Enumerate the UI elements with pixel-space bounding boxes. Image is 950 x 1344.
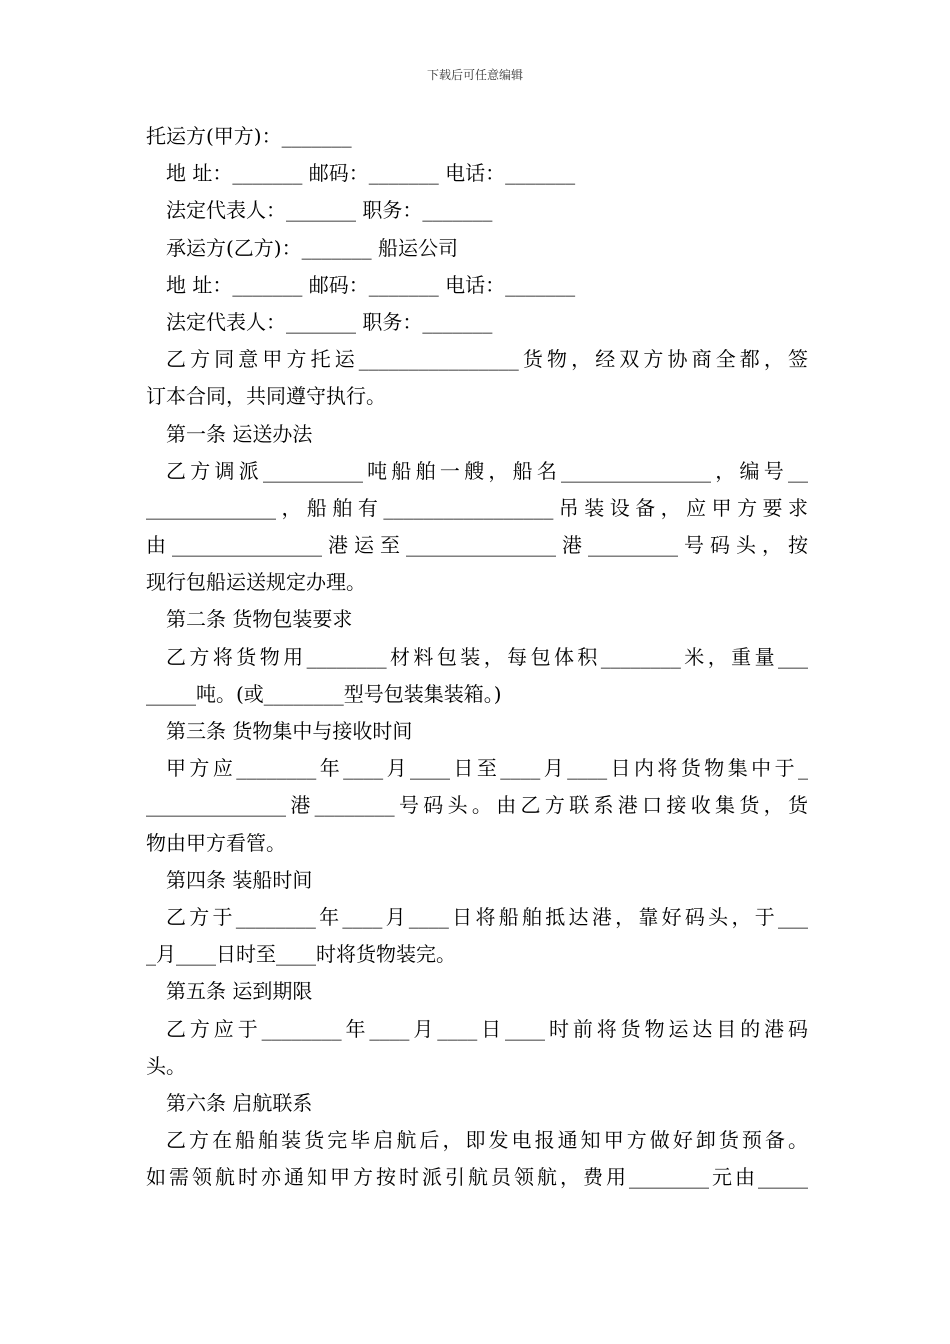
contract-line: 现行包船运送规定办理。 [146, 570, 366, 595]
contract-line: 头。 [146, 1053, 186, 1078]
contract-line: 第五条 运到期限 [166, 979, 313, 1004]
contract-line: 第三条 货物集中与接收时间 [166, 719, 413, 743]
contract-line: 第一条 运送办法 [166, 421, 313, 446]
contract-line: 承运方(乙方)：_______ 船运公司 [166, 235, 458, 260]
contract-line: 甲方应________年____月____日至____月____日内将货物集中于_ [166, 756, 808, 781]
contract-line: 订本合同，共同遵守执行。 [146, 384, 386, 409]
contract-line: 乙方于________年____月____日将船舶抵达港，靠好码头，于___ [166, 904, 808, 929]
contract-line: 地 址：_______ 邮码：_______ 电话：_______ [166, 272, 576, 297]
contract-line: 乙方将货物用________材料包装，每包体积________米，重量___ [166, 644, 808, 669]
contract-line: 物由甲方看管。 [146, 830, 286, 855]
contract-line: 第四条 装船时间 [166, 867, 313, 892]
contract-line: ______________港________号码头。由乙方联系港口接收集货，货 [146, 793, 808, 818]
contract-line: 乙方同意甲方托运________________货物，经双方协商全都，签 [166, 347, 808, 372]
contract-line: _月____日时至____时将货物装完。 [146, 942, 456, 967]
page-header-note: 下载后可任意编辑 [426, 68, 523, 82]
contract-line: 第六条 启航联系 [166, 1090, 313, 1115]
contract-line: _____吨。(或________型号包装集装箱。) [146, 681, 502, 706]
contract-line: _____________，船舶有_________________吊装设备，应甲方要求 [146, 495, 808, 520]
contract-line: 乙方应于________年____月____日____时前将货物运达目的港码 [166, 1016, 808, 1041]
contract-line: 地 址：_______ 邮码：_______ 电话：_______ [166, 161, 576, 186]
contract-line: 第二条 货物包装要求 [166, 607, 353, 632]
contract-line: 托运方(甲方)：_______ [146, 124, 352, 148]
contract-body [146, 118, 808, 1196]
contract-line: 乙方在船舶装货完毕启航后，即发电报通知甲方做好卸货预备。 [166, 1128, 808, 1153]
contract-line: 法定代表人：_______ 职务：_______ [166, 198, 493, 223]
contract-line: 如需领航时亦通知甲方按时派引航员领航，费用________元由_____ [146, 1165, 808, 1190]
contract-line: 由_______________港运至_______________港_________号码头，按 [146, 533, 808, 558]
contract-line: 法定代表人：_______ 职务：_______ [166, 309, 493, 334]
contract-line: 乙方调派__________吨船舶一艘，船名_______________，编号__ [166, 458, 808, 483]
